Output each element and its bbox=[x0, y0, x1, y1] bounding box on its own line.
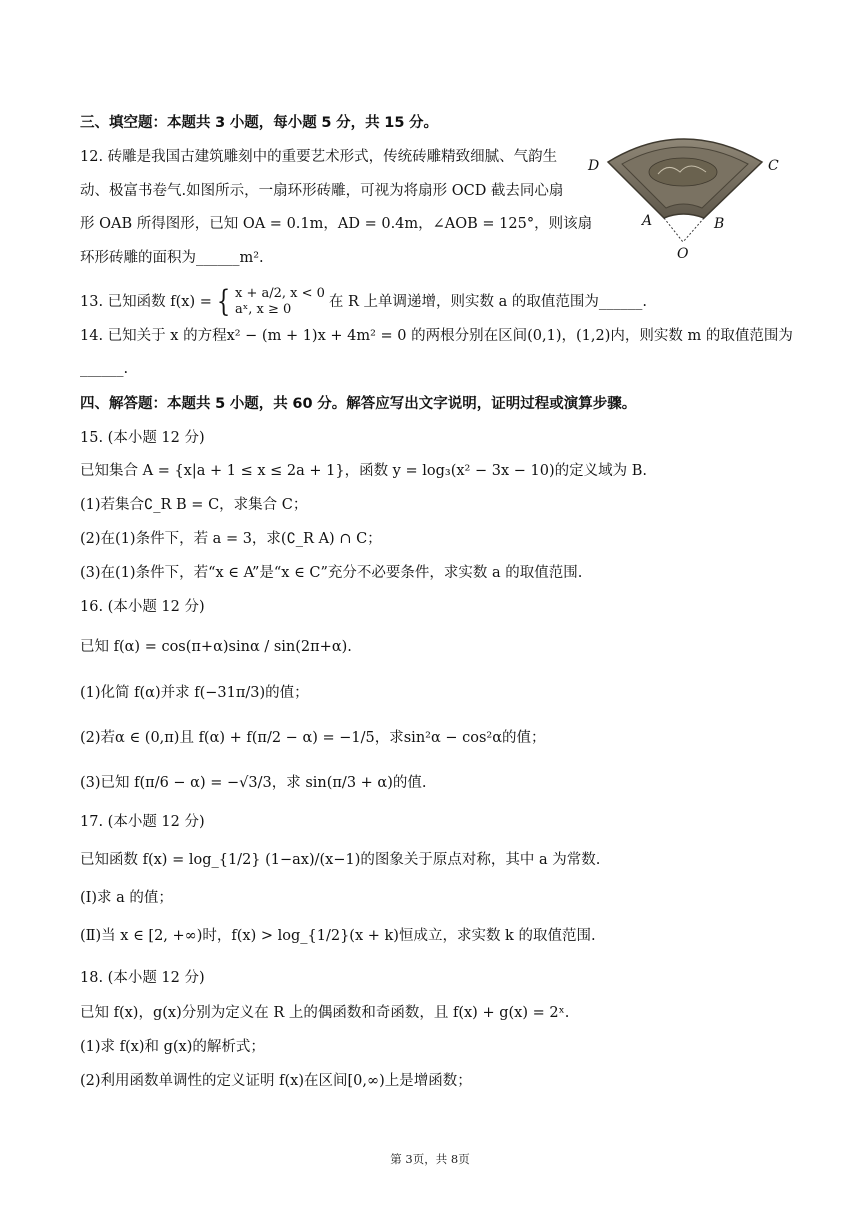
q17-part1: (Ⅰ)求 a 的值； bbox=[80, 890, 173, 906]
piecewise-case1: x + a/2, x < 0 bbox=[235, 286, 325, 301]
label-b: B bbox=[714, 216, 725, 232]
q12-line4: 环形砖雕的面积为______m². bbox=[80, 250, 264, 266]
q12-line1: 12. 砖雕是我国古建筑雕刻中的重要艺术形式，传统砖雕精致细腻、气韵生 bbox=[80, 149, 558, 165]
q18-stem: 已知 f(x)，g(x)分别为定义在 R 上的偶函数和奇函数，且 f(x) + g(x) = 2ˣ. bbox=[80, 1005, 570, 1021]
page-footer: 第 3页，共 8页 bbox=[390, 1152, 470, 1166]
q16-stem: 已知 f(α) = cos(π+α)sinα / sin(2π+α). bbox=[80, 639, 352, 655]
q12-line3: 形 OAB 所得图形，已知 OA = 0.1m，AD = 0.4m，∠AOB = 125°，则该扇 bbox=[80, 216, 593, 232]
piecewise-cases bbox=[235, 286, 325, 318]
q12-line2: 动、极富书卷气.如图所示，一扇环形砖雕，可视为将扇形 OCD 截去同心扇 bbox=[80, 183, 564, 199]
piecewise-brace: { bbox=[216, 284, 231, 319]
q15-title: 15. (本小题 12 分) bbox=[80, 430, 205, 446]
q17-part2: (Ⅱ)当 x ∈ [2, +∞)时，f(x) > log_{1/2}(x + k)恒成立，求实数 k 的取值范围. bbox=[80, 928, 596, 944]
q18-part1: (1)求 f(x)和 g(x)的解析式； bbox=[80, 1039, 265, 1055]
q16-part1: (1)化简 f(α)并求 f(−31π/3)的值； bbox=[80, 685, 309, 701]
q15-stem: 已知集合 A = {x|a + 1 ≤ x ≤ 2a + 1}，函数 y = log₃(x² − 3x − 10)的定义域为 B. bbox=[80, 463, 647, 479]
piecewise-case2: aˣ, x ≥ 0 bbox=[235, 302, 292, 317]
q14-line1: 14. 已知关于 x 的方程x² − (m + 1)x + 4m² = 0 的两根分别在区间(0,1)，(1,2)内，则实数 m 的取值范围为 bbox=[80, 328, 793, 344]
q15-part3: (3)在(1)条件下，若“x ∈ A”是“x ∈ C”充分不必要条件，求实数 a 的取值范围. bbox=[80, 565, 583, 581]
section3-score: 5 bbox=[321, 115, 332, 131]
label-c: C bbox=[768, 158, 779, 174]
q16-part3: (3)已知 f(π/6 − α) = −√3/3，求 sin(π/3 + α)的值. bbox=[80, 775, 427, 791]
dotted-radius-ob bbox=[683, 218, 704, 242]
dotted-radius-oa bbox=[664, 218, 683, 242]
section3-desc-c: 分，共 bbox=[336, 115, 380, 131]
q13-prefix: 13. 已知函数 f(x) = bbox=[80, 294, 212, 310]
q18-title: 18. (本小题 12 分) bbox=[80, 970, 205, 986]
section4-total: 60 bbox=[292, 396, 313, 412]
section3-count: 3 bbox=[215, 115, 226, 131]
section3-desc-a: 本题共 bbox=[167, 115, 211, 131]
section3-heading bbox=[80, 113, 438, 133]
q15-part1: (1)若集合∁_R B = C，求集合 C； bbox=[80, 497, 308, 513]
section3-desc-b: 小题，每小题 bbox=[229, 115, 317, 131]
section4-desc-c: 分。解答应写出文字说明，证明过程或演算步骤。 bbox=[317, 396, 637, 412]
section4-heading bbox=[80, 394, 636, 414]
section3-desc-d: 分。 bbox=[409, 115, 439, 131]
q18-part2: (2)利用函数单调性的定义证明 f(x)在区间[0,∞)上是增函数； bbox=[80, 1073, 472, 1089]
q14-line2: ______. bbox=[80, 361, 129, 377]
q13-suffix: 在 R 上单调递增，则实数 a 的取值范围为______. bbox=[328, 294, 648, 310]
section4-count: 5 bbox=[215, 396, 226, 412]
q16-part2: (2)若α ∈ (0,π)且 f(α) + f(π/2 − α) = −1/5，求sin²α − cos²α的值； bbox=[80, 730, 546, 746]
section4-desc-b: 小题，共 bbox=[229, 396, 288, 412]
section4-title: 四、解答题： bbox=[80, 396, 167, 412]
label-o: O bbox=[677, 246, 689, 260]
q16-title: 16. (本小题 12 分) bbox=[80, 599, 205, 615]
section4-desc-a: 本题共 bbox=[167, 396, 211, 412]
q15-part2: (2)在(1)条件下，若 a = 3，求(∁_R A) ∩ C； bbox=[80, 531, 382, 547]
q17-title: 17. (本小题 12 分) bbox=[80, 814, 205, 830]
q13-line bbox=[80, 286, 647, 318]
label-a: A bbox=[642, 213, 653, 229]
label-d: D bbox=[588, 158, 600, 174]
q17-stem: 已知函数 f(x) = log_{1/2} (1−ax)/(x−1)的图象关于原点对称，其中 a 为常数. bbox=[80, 852, 601, 868]
brick-carving-figure bbox=[580, 132, 786, 260]
section3-title: 三、填空题： bbox=[80, 115, 167, 131]
section3-total: 15 bbox=[384, 115, 405, 131]
